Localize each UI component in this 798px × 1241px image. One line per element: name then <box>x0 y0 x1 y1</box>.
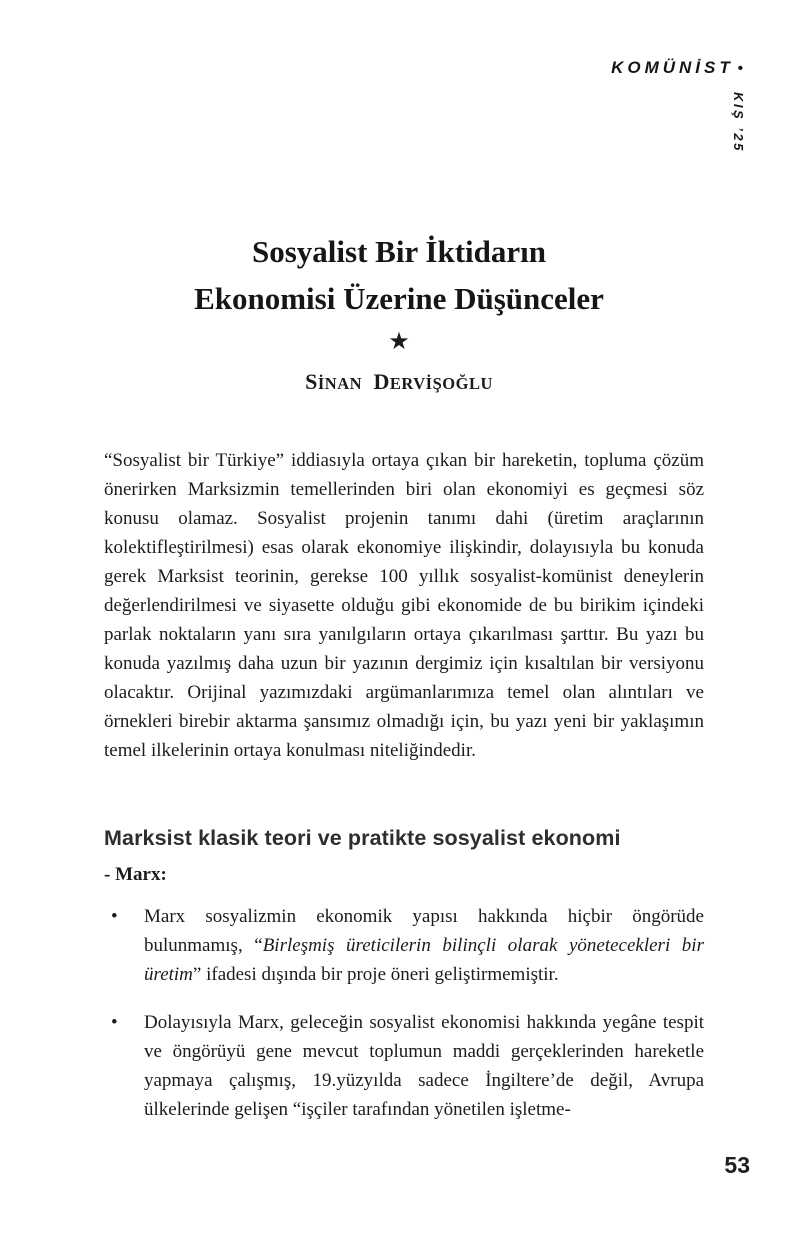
intro-paragraph: “Sosyalist bir Türkiye” iddiasıyla ortaya çıkan bir hareketin, topluma çözüm önerirken Marksizmin temellerinden biri olan ekonomiyi es geçmesi söz konusu olamaz. Sosyalist projenin tanımı dahi (üretim araçlarının kolektifleştirilmesi) esas olarak ekonomiye ilişkindir, dolayısıyla bu konuda gerek Marksist teorinin, gerekse 100 yıllık sosyalist-komünist deneylerin değerlendirilmesi ve siyasette olduğu gibi ekonomide de bu birikim içindeki parlak noktaların yanı sıra yanılgıların ortaya çıkarılması şarttır. Bu yazı bu konuda yazılmış daha uzun bir yazının dergimiz için kısaltılan bir versiyonu olacaktır. Orijinal yazımızdaki argümanlarımıza temel olan alıntıları ve örnekleri birebir aktarma şansımız olmadığı için, bu yazı yeni bir yaklaşımın temel ilkelerinin ortaya konulması niteliğindedir. <box>104 450 704 761</box>
author-first-name <box>305 369 363 394</box>
author-last-initial: D <box>373 369 390 394</box>
section-heading: Marksist klasik teori ve pratikte sosyalist ekonomi <box>104 826 621 850</box>
star-ornament-icon: ★ <box>388 329 410 355</box>
bullet-item-1 <box>104 902 704 989</box>
page-number: 53 <box>724 1152 750 1178</box>
bullet-list <box>104 902 704 1143</box>
article-title-line-2: Ekonomisi Üzerine Düşünceler <box>194 281 604 316</box>
article-title-line-1: Sosyalist Bir İktidarın <box>251 234 546 269</box>
author-byline <box>0 369 798 395</box>
masthead-bullet-icon: • <box>737 60 743 77</box>
author-last-name <box>373 369 493 394</box>
bullet1-text-before-quote: Marx sosyalizmin ekonomik yapısı hakkında hiçbir öngörüde bulunmamış, “ <box>144 906 704 956</box>
article-title <box>0 228 798 322</box>
bullet1-italic-quote: Birleşmiş üreticilerin bilinçli olarak yönetecekleri bir üretim <box>144 935 704 985</box>
issue-label: KIŞ ’25 <box>731 92 746 153</box>
author-last-rest: ERVİŞOĞLU <box>389 374 493 393</box>
title-block <box>0 228 798 395</box>
bullet1-text-after-quote: ” ifadesi dışında bir proje öneri geliştirmemiştir. <box>192 964 559 985</box>
magazine-logo: KOMÜNİST <box>611 58 734 77</box>
bullet-item-2: • Dolayısıyla Marx, geleceğin sosyalist ekonomisi hakkında yegâne tespit ve öngörüyü gene mevcut toplumun maddi gerçeklerinden hareketle yapmaya çalışmış, 19.yüzyılda sadece İngiltere’de değil, Avrupa ülkelerinde gelişen “işçiler tarafından yönetilen işletme- <box>104 1008 704 1124</box>
marx-subheading: - Marx: <box>104 864 167 885</box>
author-first-rest: İNAN <box>317 374 363 393</box>
author-first-initial: S <box>305 369 318 394</box>
masthead <box>611 58 743 78</box>
